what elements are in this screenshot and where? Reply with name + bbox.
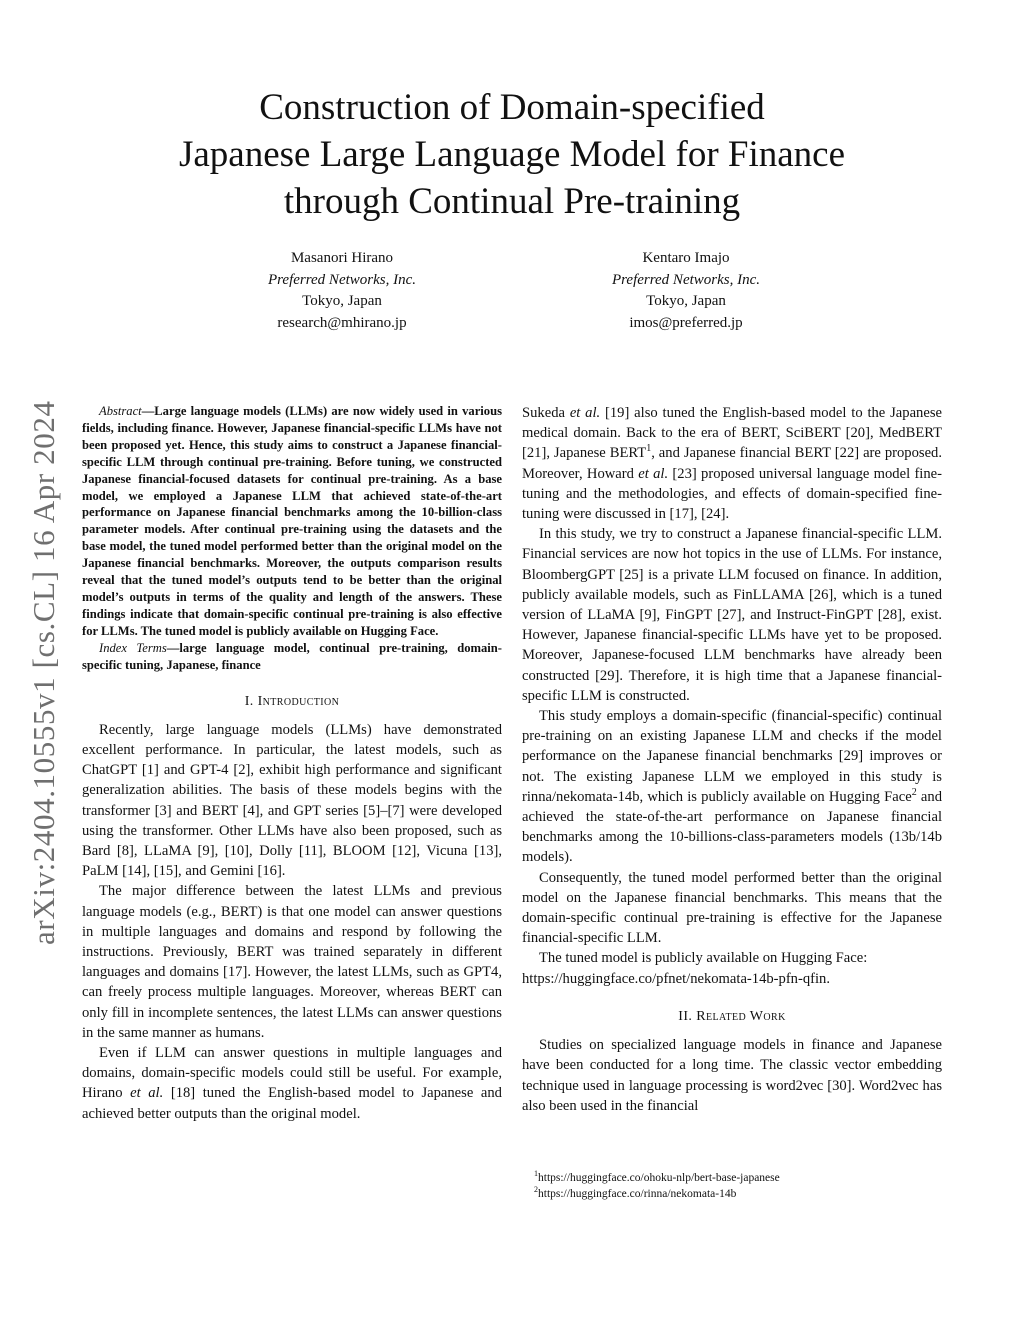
paragraph: In this study, we try to construct a Japanese financial-specific LLM. Financial services are now hot topics in the use of LLMs. For instance, BloombergGPT [25] is a private LLM focused on finance. In addition, publicly available models, such as FinLLAMA [26], which is a tuned version of LLaMA [9], FinGPT [27], and Instruct-FinGPT [28], exist. However, Japanese financial-specific LLMs have yet to be proposed. Moreover, Japanese-focused LLM benchmarks have already been constructed [29]. Therefore, it is high time that a Japanese financial-specific LLM is constructed. <box>522 526 942 704</box>
paragraph <box>522 706 942 868</box>
footnote-text: https://huggingface.co/rinna/nekomata-14b <box>538 1188 737 1200</box>
section-heading-introduction <box>82 692 502 712</box>
text-span: and achieved the state-of-the-art performance on Japanese financial benchmarks among the 10-billions-class-parameters models (13b/14b models). <box>522 788 942 866</box>
title-line-2: Japanese Large Language Model for Finance <box>178 134 846 175</box>
paragraph: Recently, large language models (LLMs) have demonstrated excellent performance. In particular, the latest models, such as ChatGPT [1] and GPT-4 [2], exhibit high performance and significant generalization abilities. The basis of these models begins with the transformer [3] and BERT [4], and GPT series [5]–[7] were developed using the transformer. Other LLMs have also been proposed, such as Bard [8], LLaMA [9], [10], Dolly [11], BLOOM [12], Vicuna [13], PaLM [14], [15], and Gemini [16]. <box>82 721 502 880</box>
text-span: [19] also tuned the English-based model to the Japanese medical domain. Back to the era of BERT, SciBERT [20], MedBERT [21], Japanese BERT <box>522 405 942 462</box>
abstract-label: Abstract <box>99 404 142 418</box>
text-span: This study employs a domain-specific (financial-specific) continual pre-training on an existing Japanese LLM and checks if the model performance on the Japanese financial benchmarks [29] improves or not. The existing Japanese LLM we employed in this study is rinna/nekomata-14b, which is publicly available on Hugging Face <box>522 708 942 805</box>
paragraph <box>522 403 942 524</box>
paragraph: Consequently, the tuned model performed better than the original model on the Japanese financial benchmarks. This means that the domain-specific continual pre-training is effective for the Japanese financial-specific LLM. <box>522 869 942 947</box>
text-span: [18] tuned the English-based model to Japanese and achieved better outputs than the original model. <box>82 1085 502 1122</box>
author-name: Kentaro Imajo <box>642 250 730 266</box>
section-number: II. <box>678 1008 697 1024</box>
right-column <box>522 403 942 1116</box>
footnote-marker: 2 <box>911 787 917 798</box>
arxiv-identifier-stamp: arXiv:2404.10555v1 [cs.CL] 16 Apr 2024 <box>26 400 61 945</box>
author-name: Masanori Hirano <box>290 250 394 266</box>
text-span: et al. <box>130 1085 164 1102</box>
paragraph: Studies on specialized language models in finance and Japanese have been conducted for a long time. The classic vector embedding technique used in language processing is word2vec [30]. Word2vec has also been used in the financial <box>522 1037 942 1114</box>
text-span: et al. <box>638 465 669 482</box>
index-terms-label: Index Terms <box>99 640 167 655</box>
footnote-mark: 1 <box>534 1169 538 1179</box>
footnotes <box>534 1170 954 1202</box>
author-email: research@mhirano.jp <box>277 314 407 331</box>
text-span: , and Japanese financial BERT [22] are proposed. Moreover, Howard <box>522 445 943 482</box>
author-block-2 <box>536 248 836 334</box>
author-location: Tokyo, Japan <box>302 293 382 309</box>
paragraph <box>82 1043 502 1124</box>
title-line-1: Construction of Domain-specified <box>259 87 765 128</box>
footnote <box>534 1170 954 1186</box>
author-block-1 <box>192 248 492 334</box>
text-span: [23] proposed universal language model fine-tuning and the methodologies, and effects of domain-specified fine-tuning were discussed in [17], [24]. <box>522 465 942 523</box>
text-span: Sukeda <box>522 405 570 421</box>
text-span: Even if LLM can answer questions in multiple languages and domains, domain-specific models could still be useful. For example, Hirano <box>82 1044 502 1102</box>
footnote <box>534 1186 954 1202</box>
paragraph: The major difference between the latest LLMs and previous language models (e.g., BERT) is that one model can answer questions in multiple languages and domains and respond by following the instructions. Previously, BERT was trained separately in different languages and domains [17]. However, the latest LLMs, such as GPT4, can freely process multiple languages. Moreover, whereas BERT can only fill in incomplete sentences, the latest LLMs can answer questions in the same manner as humans. <box>82 883 502 1041</box>
paper-title <box>100 84 924 225</box>
footnote-text: https://huggingface.co/ohoku-nlp/bert-base-japanese <box>538 1172 780 1184</box>
author-affiliation: Preferred Networks, Inc. <box>267 271 417 288</box>
text-span: et al. <box>569 405 601 421</box>
model-url: https://huggingface.co/pfnet/nekomata-14b-pfn-qfin. <box>522 970 831 987</box>
index-terms-text: —large language model, continual pre-training, domain-specific tuning, Japanese, finance <box>82 640 502 672</box>
section-number: I. <box>244 693 258 709</box>
index-terms <box>82 640 502 674</box>
author-location: Tokyo, Japan <box>646 293 726 309</box>
author-email: imos@preferred.jp <box>629 314 743 331</box>
abstract <box>82 403 502 640</box>
footnote-mark: 2 <box>534 1185 538 1195</box>
section-heading-related-work <box>522 1007 942 1027</box>
abstract-text: —Large language models (LLMs) are now widely used in various fields, including finance. However, Japanese financial-specific LLMs have not been proposed yet. Hence, this study aims to construct a Japanese financial-specific LLM through continual pre-training. Before tuning, we constructed Japanese financial-focused datasets for continual pre-training. As a base model, we employed a Japanese LLM that achieved state-of-the-art performance on Japanese financial benchmarks among the 10-billion-class parameter models. After continual pre-training using the datasets and the base model, the tuned model performed better than the original model on the Japanese financial benchmarks. Moreover, the outputs comparison results reveal that the tuned model’s outputs tend to be better than the original model’s outputs in terms of the quality and length of the answers. These findings indicate that domain-specific continual pre-training is also effective for LLMs. The tuned model is publicly available on Hugging Face. <box>82 404 502 638</box>
title-line-3: through Continual Pre-training <box>283 181 741 222</box>
footnote-marker: 1 <box>646 443 652 455</box>
text-span: The tuned model is publicly available on Hugging Face: <box>539 950 868 967</box>
author-affiliation: Preferred Networks, Inc. <box>611 271 761 288</box>
left-column <box>82 403 502 1124</box>
section-title: Introduction <box>257 693 340 709</box>
section-title: Related Work <box>696 1008 786 1024</box>
paragraph <box>522 948 942 988</box>
